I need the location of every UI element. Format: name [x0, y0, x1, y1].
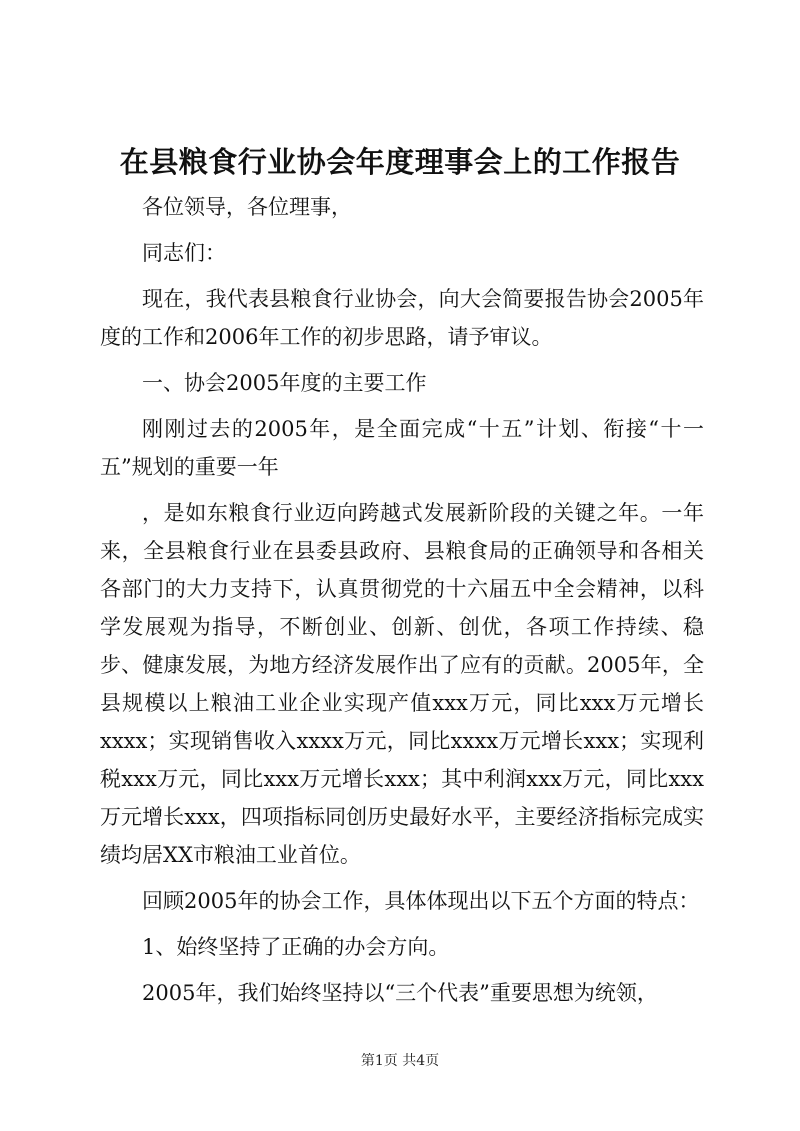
salutation-paragraph: 同志们： [142, 241, 226, 265]
salutation-paragraph: 各位领导，各位理事， [142, 195, 352, 219]
body-paragraph: 刚刚过去的2005年，是全面完成“十五”计划、衔接“十一五”规划的重要一年 [100, 417, 704, 479]
document-title: 在县粮食行业协会年度理事会上的工作报告 [119, 145, 681, 179]
page-number-footer: 第1页 共4页 [360, 1053, 440, 1069]
section-heading: 一、协会2005年度的主要工作 [142, 371, 427, 395]
body-paragraph: 2005年，我们始终坚持以“三个代表”重要思想为统领， [142, 981, 658, 1005]
body-paragraph: ，是如东粮食行业迈向跨越式发展新阶段的关键之年。一年来，全县粮食行业在县委县政府、县粮食局的正确领导和各相关各部门的大力支持下，认真贯彻党的十六届五中全会精神，以科学发展观为指导，不断创业、创新、创优，各项工作持续、稳步、健康发展，为地方经济发展作出了应有的贡献。2005年，全县规模以上粮油工业企业实现产值xxx万元，同比xxx万元增长xxxx；实现销售收入xxxx万元，同比xxxx万元增长xxx；实现利税xxx万元，同比xxx万元增长xxx；其中利润xxx万元，同比xxx万元增长xxx，四项指标同创历史最好水平，主要经济指标完成实绩均居XX市粮油工业首位。 [100, 501, 704, 867]
body-paragraph: 回顾2005年的协会工作，具体体现出以下五个方面的特点： [142, 889, 700, 913]
intro-paragraph: 现在，我代表县粮食行业协会，向大会简要报告协会2005年度的工作和2006年工作的初步思路，请予审议。 [100, 287, 704, 349]
subheading-paragraph: 1、始终坚持了正确的办会方向。 [142, 935, 450, 959]
document-body [100, 188, 704, 1020]
